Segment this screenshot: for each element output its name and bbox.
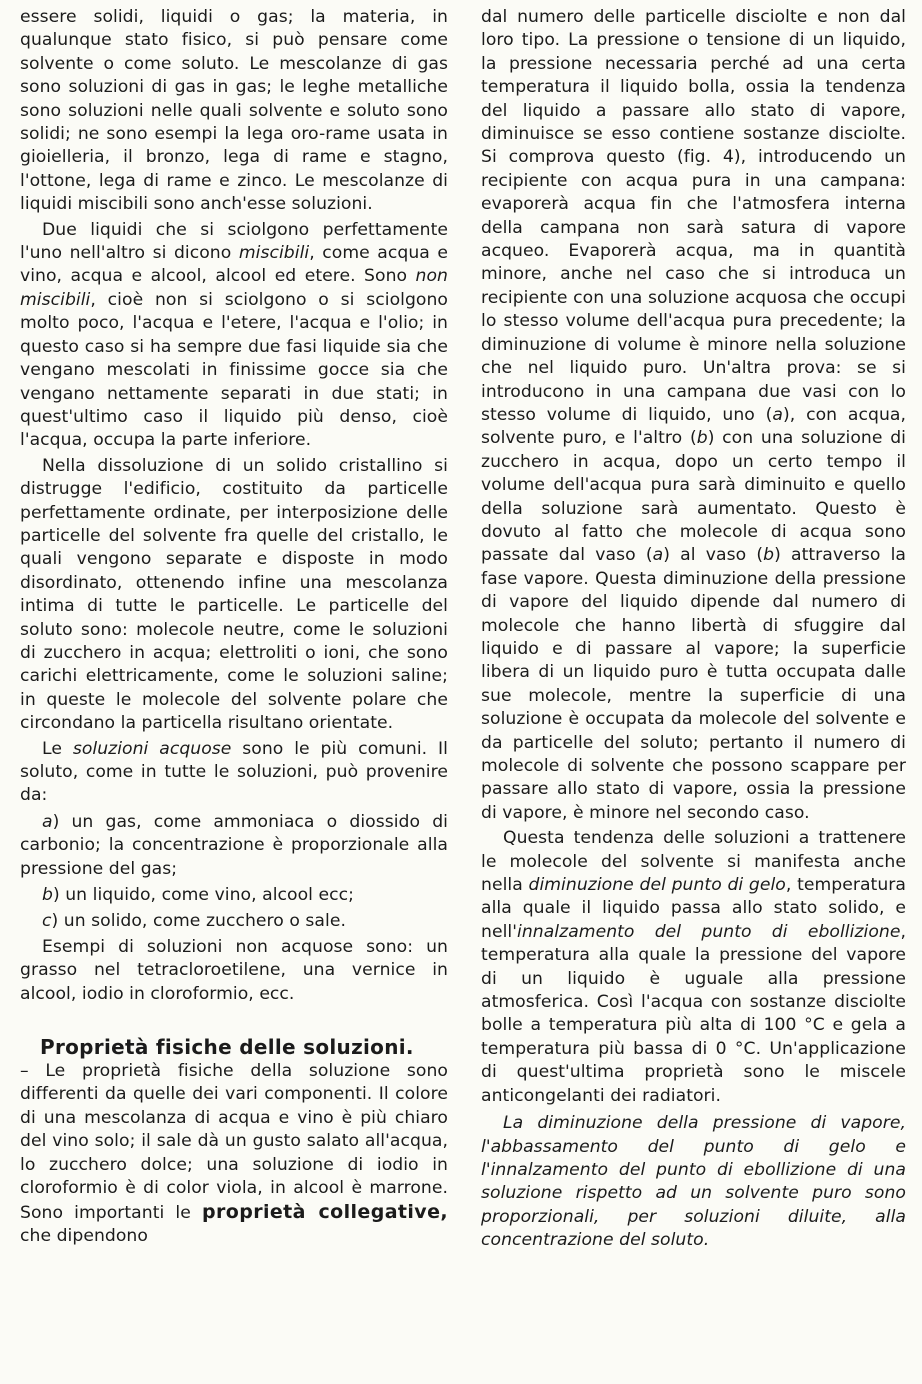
text-run: , come acqua e vino, acqua e alcool, alcool ed etere. Sono: [20, 243, 448, 287]
text-run: Due liquidi che si sciolgono perfettamente l'uno nell'altro si dicono: [20, 219, 448, 264]
italic-letter: b: [696, 428, 708, 449]
text-run: , cioè non si sciolgono o si sciolgono molto poco, l'acqua e l'etere, l'acqua e l'olio; in questo caso si ha sempre due fasi liquide sia che vengano mescolati in finissime gocce sia che vengano nettamente separati in due stati; in quest'ultimo caso il liquido più denso, cioè l'acqua, occupa la parte inferiore.: [20, 289, 448, 451]
list-item-gas: [20, 811, 448, 881]
italic-term-non-miscibili: non miscibili: [20, 266, 448, 310]
paragraph-miscible-liquids: [20, 219, 448, 453]
section-heading: Proprietà fisiche delle soluzioni.: [40, 1035, 414, 1060]
italic-term-soluzioni-acquose: soluzioni acquose: [72, 738, 232, 759]
list-letter: b: [42, 885, 53, 906]
list-item-text: ) un solido, come zucchero o sale.: [51, 911, 346, 932]
text-run: ), con acqua, solvente puro, e l'altro (: [481, 404, 906, 449]
paragraph-freezing-boiling: [481, 827, 906, 1108]
left-column: [20, 6, 448, 1248]
paragraph-solutions-states: essere solidi, liquidi o gas; la materia, in qualunque stato fisico, si può pensare come solvente o come soluto. Le mescolanze di gas sono soluzioni di gas in gas; le leghe metalliche sono soluzioni nelle quali solvente e soluto sono solidi; ne sono esempi la lega oro-rame usata in gioielleria, il bronzo, lega di rame e stagno, l'ottone, lega di rame e zinco. Le mescolanze di liquidi miscibili sono anch'esse soluzioni.: [20, 7, 448, 215]
italic-letter: a: [652, 545, 664, 566]
bold-term-colligative: proprietà collegative,: [201, 1200, 448, 1223]
italic-term-boiling-point: innalzamento del punto di ebollizione: [517, 921, 901, 942]
list-item-solid: [20, 910, 448, 933]
text-run: ) con una soluzione di zucchero in acqua, dopo un certo tempo il volume dell'acqua pura sarà diminuito e quello della soluzione sarà aumentato. Questo è dovuto al fatto che molecole di acqua sono passate dal vaso (: [481, 428, 906, 566]
paragraph-aqueous-solutions: [20, 738, 448, 808]
italic-term-miscibili: miscibili: [238, 243, 310, 264]
text-run: ) attraverso la fase vapore. Questa diminuzione della pressione di vapore del liquido dipende dal numero di molecole che hanno libertà di sfuggire dal liquido e di passare al vapore; la superficie libera di un liquido puro è tutta occupata dalle sue molecole, mentre la superficie di una soluzione è occupata da molecole del solvente e da particelle del soluto; pertanto il numero di molecole di solvente che possono scappare per passare allo stato di vapore, ossia la pressione di vapore, è minore nel secondo caso.: [481, 545, 906, 823]
italic-term-freezing-point: diminuzione del punto di gelo: [528, 875, 786, 896]
italic-letter: b: [763, 545, 775, 566]
text-run: sono le più comuni. Il soluto, come in tutte le soluzioni, può provenire da:: [20, 738, 448, 806]
right-column: [481, 6, 906, 1253]
paragraph-summary-italic: La diminuzione della pressione di vapore, l'abbassamento del punto di gelo e l'innalzamento del punto di ebollizione di una soluzione rispetto ad un solvente puro sono proporzionali, per soluzioni diluite, alla concentrazione del soluto.: [481, 1113, 906, 1251]
text-run: , temperatura alla quale il liquido passa allo stato solido, e nell': [481, 875, 906, 942]
paragraph-vapor-pressure: [481, 6, 906, 825]
text-run: , temperatura alla quale la pressione del vapore di un liquido è uguale alla pressione atmosferica. Così l'acqua con sostanze disciolte bolle a temperatura più alta di 100 °C e gela a temperatura più bassa di 0 °C. Un'applicazione di quest'ultima proprietà sono le miscele anticongelanti dei radiatori.: [481, 921, 906, 1106]
paragraph-crystal-dissolution: Nella dissoluzione di un solido cristallino si distrugge l'edificio, costituito da particelle perfettamente ordinate, per interposizione delle particelle del solvente fra quelle del cristallo, le quali vengono separate e disposte in modo disordinato, ottenendo infine una mescolanza intima di tutte le particelle. Le particelle del soluto sono: molecole neutre, come le soluzioni di zucchero in acqua; elettroliti o ioni, che sono carichi elettricamente, come le soluzioni saline; in queste le molecole del solvente polare che circondano la particella risultano orientate.: [20, 455, 448, 734]
list-item-liquid: [20, 884, 448, 907]
text-run: – Le proprietà fisiche della soluzione sono differenti da quelle dei vari componenti. Il colore di una mescolanza di acqua e vino è più chiaro del vino solo; il sale dà un gusto salato all'acqua, lo zucchero dolce; una soluzione di iodio in cloroformio è di color viola, in alcool è marrone. Sono importanti le: [20, 1061, 448, 1223]
list-item-text: ) un liquido, come vino, alcool ecc;: [52, 885, 354, 906]
text-run: ) al vaso (: [663, 545, 764, 566]
list-letter: a: [42, 811, 53, 832]
text-run: Le: [42, 738, 73, 759]
paragraph-physical-properties: [20, 1060, 448, 1248]
italic-letter: a: [772, 404, 784, 425]
text-run: dal numero delle particelle disciolte e non dal loro tipo. La pressione o tensione di un liquido, la pressione necessaria perché ad una certa temperatura il liquido bolla, ossia la tendenza del liquido a passare allo stato di vapore, diminuisce se esso contiene sostanze disciolte. Si comprova questo (fig. 4), introducendo un recipiente con acqua pura in una campana: evaporerà acqua fin che l'atmosfera interna della campana non sarà satura di vapore acqueo. Evaporerà acqua, ma in quantità minore, anche nel caso che si introduca un recipiente con una soluzione acquosa che occupi lo stesso volume dell'acqua pura precedente; la diminuzione di volume è minore nella soluzione che nel liquido puro. Un'altra prova: se si introducono in una campana due vasi con lo stesso volume di liquido, uno (: [481, 7, 906, 425]
list-item-text: ) un gas, come ammoniaca o diossido di carbonio; la concentrazione è proporzionale alla pressione del gas;: [20, 811, 448, 879]
list-letter: c: [42, 911, 52, 932]
text-run: che dipendono: [20, 1225, 148, 1246]
paragraph-non-aqueous-examples: Esempi di soluzioni non acquose sono: un grasso nel tetracloroetilene, una vernice in alcool, iodio in cloroformio, ecc.: [20, 936, 448, 1004]
text-run: Questa tendenza delle soluzioni a trattenere le molecole del solvente si manifesta anche nella: [481, 828, 906, 896]
